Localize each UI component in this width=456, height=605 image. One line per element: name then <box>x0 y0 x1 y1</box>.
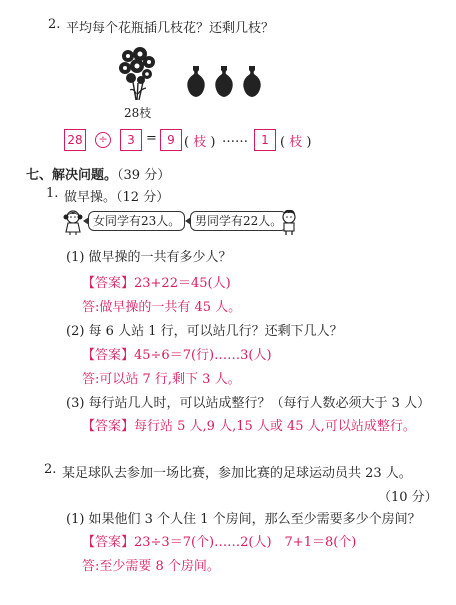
remainder-box: 1 <box>254 129 276 151</box>
q2-number: 2. <box>48 17 61 32</box>
quotient-box: 9 <box>160 129 182 151</box>
unit-paren-2: ( 枝 ) <box>280 135 312 150</box>
p1-title-line <box>64 186 169 205</box>
equals-sign: = <box>146 131 157 146</box>
girl-speech-bubble: 女同学有23人。 <box>88 211 185 231</box>
p1-s3-answer: 【答案】每行站 5 人,9 人,15 人或 45 人,可以站成整行。 <box>82 419 416 434</box>
p2-s1-answer: 【答案】23÷3＝7(个)……2(人) 7+1＝8(个) <box>82 535 357 550</box>
p2-text: 某足球队去参加一场比赛，参加比赛的足球运动员共 23 人。 <box>62 466 412 481</box>
p1-s2-question: (2) 每 6 人站 1 行，可以站几行？还剩下几人？ <box>66 324 343 339</box>
flower-count-label: 28枝 <box>124 106 152 120</box>
p1-s1-final: 答:做早操的一共有 45 人。 <box>82 300 242 315</box>
p1-number: 1. <box>46 186 59 201</box>
q2-text: 平均每个花瓶插几枝花？还剩几枝？ <box>66 21 275 36</box>
divide-sign: ÷ <box>95 132 111 148</box>
p2-s1-question: (1) 如果他们 3 个人住 1 个房间，那么至少需要多少个房间？ <box>66 512 421 527</box>
p1-s2-final: 答:可以站 7 行,剩下 3 人。 <box>82 372 241 387</box>
boy-icon <box>278 208 300 236</box>
boy-speech-bubble: 男同学有22人。 <box>190 211 287 231</box>
p1-title: 做早操。 <box>64 190 117 205</box>
flower-bouquet-image <box>116 46 158 102</box>
p2-number: 2. <box>44 462 57 477</box>
section-title <box>26 164 170 183</box>
unit-1: 枝 <box>193 135 207 150</box>
p1-s1-question: (1) 做早操的一共有多少人？ <box>66 250 232 265</box>
unit-2: 枝 <box>289 135 303 150</box>
section-title-text: 七、解决问题。 <box>26 168 118 183</box>
girl-icon <box>62 208 84 236</box>
ellipsis: …… <box>222 131 248 146</box>
p2-score: （10 分） <box>378 490 438 505</box>
p1-s3-question: (3) 每行站几人时，可以站成整行？（每行人数必须大于 3 人） <box>66 396 431 411</box>
p1-score: （12 分） <box>116 190 170 205</box>
divisor-box: 3 <box>120 129 142 151</box>
section-score: （39 分） <box>117 168 171 183</box>
dividend-box: 28 <box>64 129 86 151</box>
vase-group-image <box>185 64 267 98</box>
unit-paren-1: ( 枝 ) <box>184 135 216 150</box>
p2-s1-final: 答:至少需要 8 个房间。 <box>82 559 220 574</box>
p1-s2-answer: 【答案】45÷6＝7(行)……3(人) <box>82 348 272 363</box>
p1-s1-answer: 【答案】23+22＝45(人) <box>82 276 231 291</box>
